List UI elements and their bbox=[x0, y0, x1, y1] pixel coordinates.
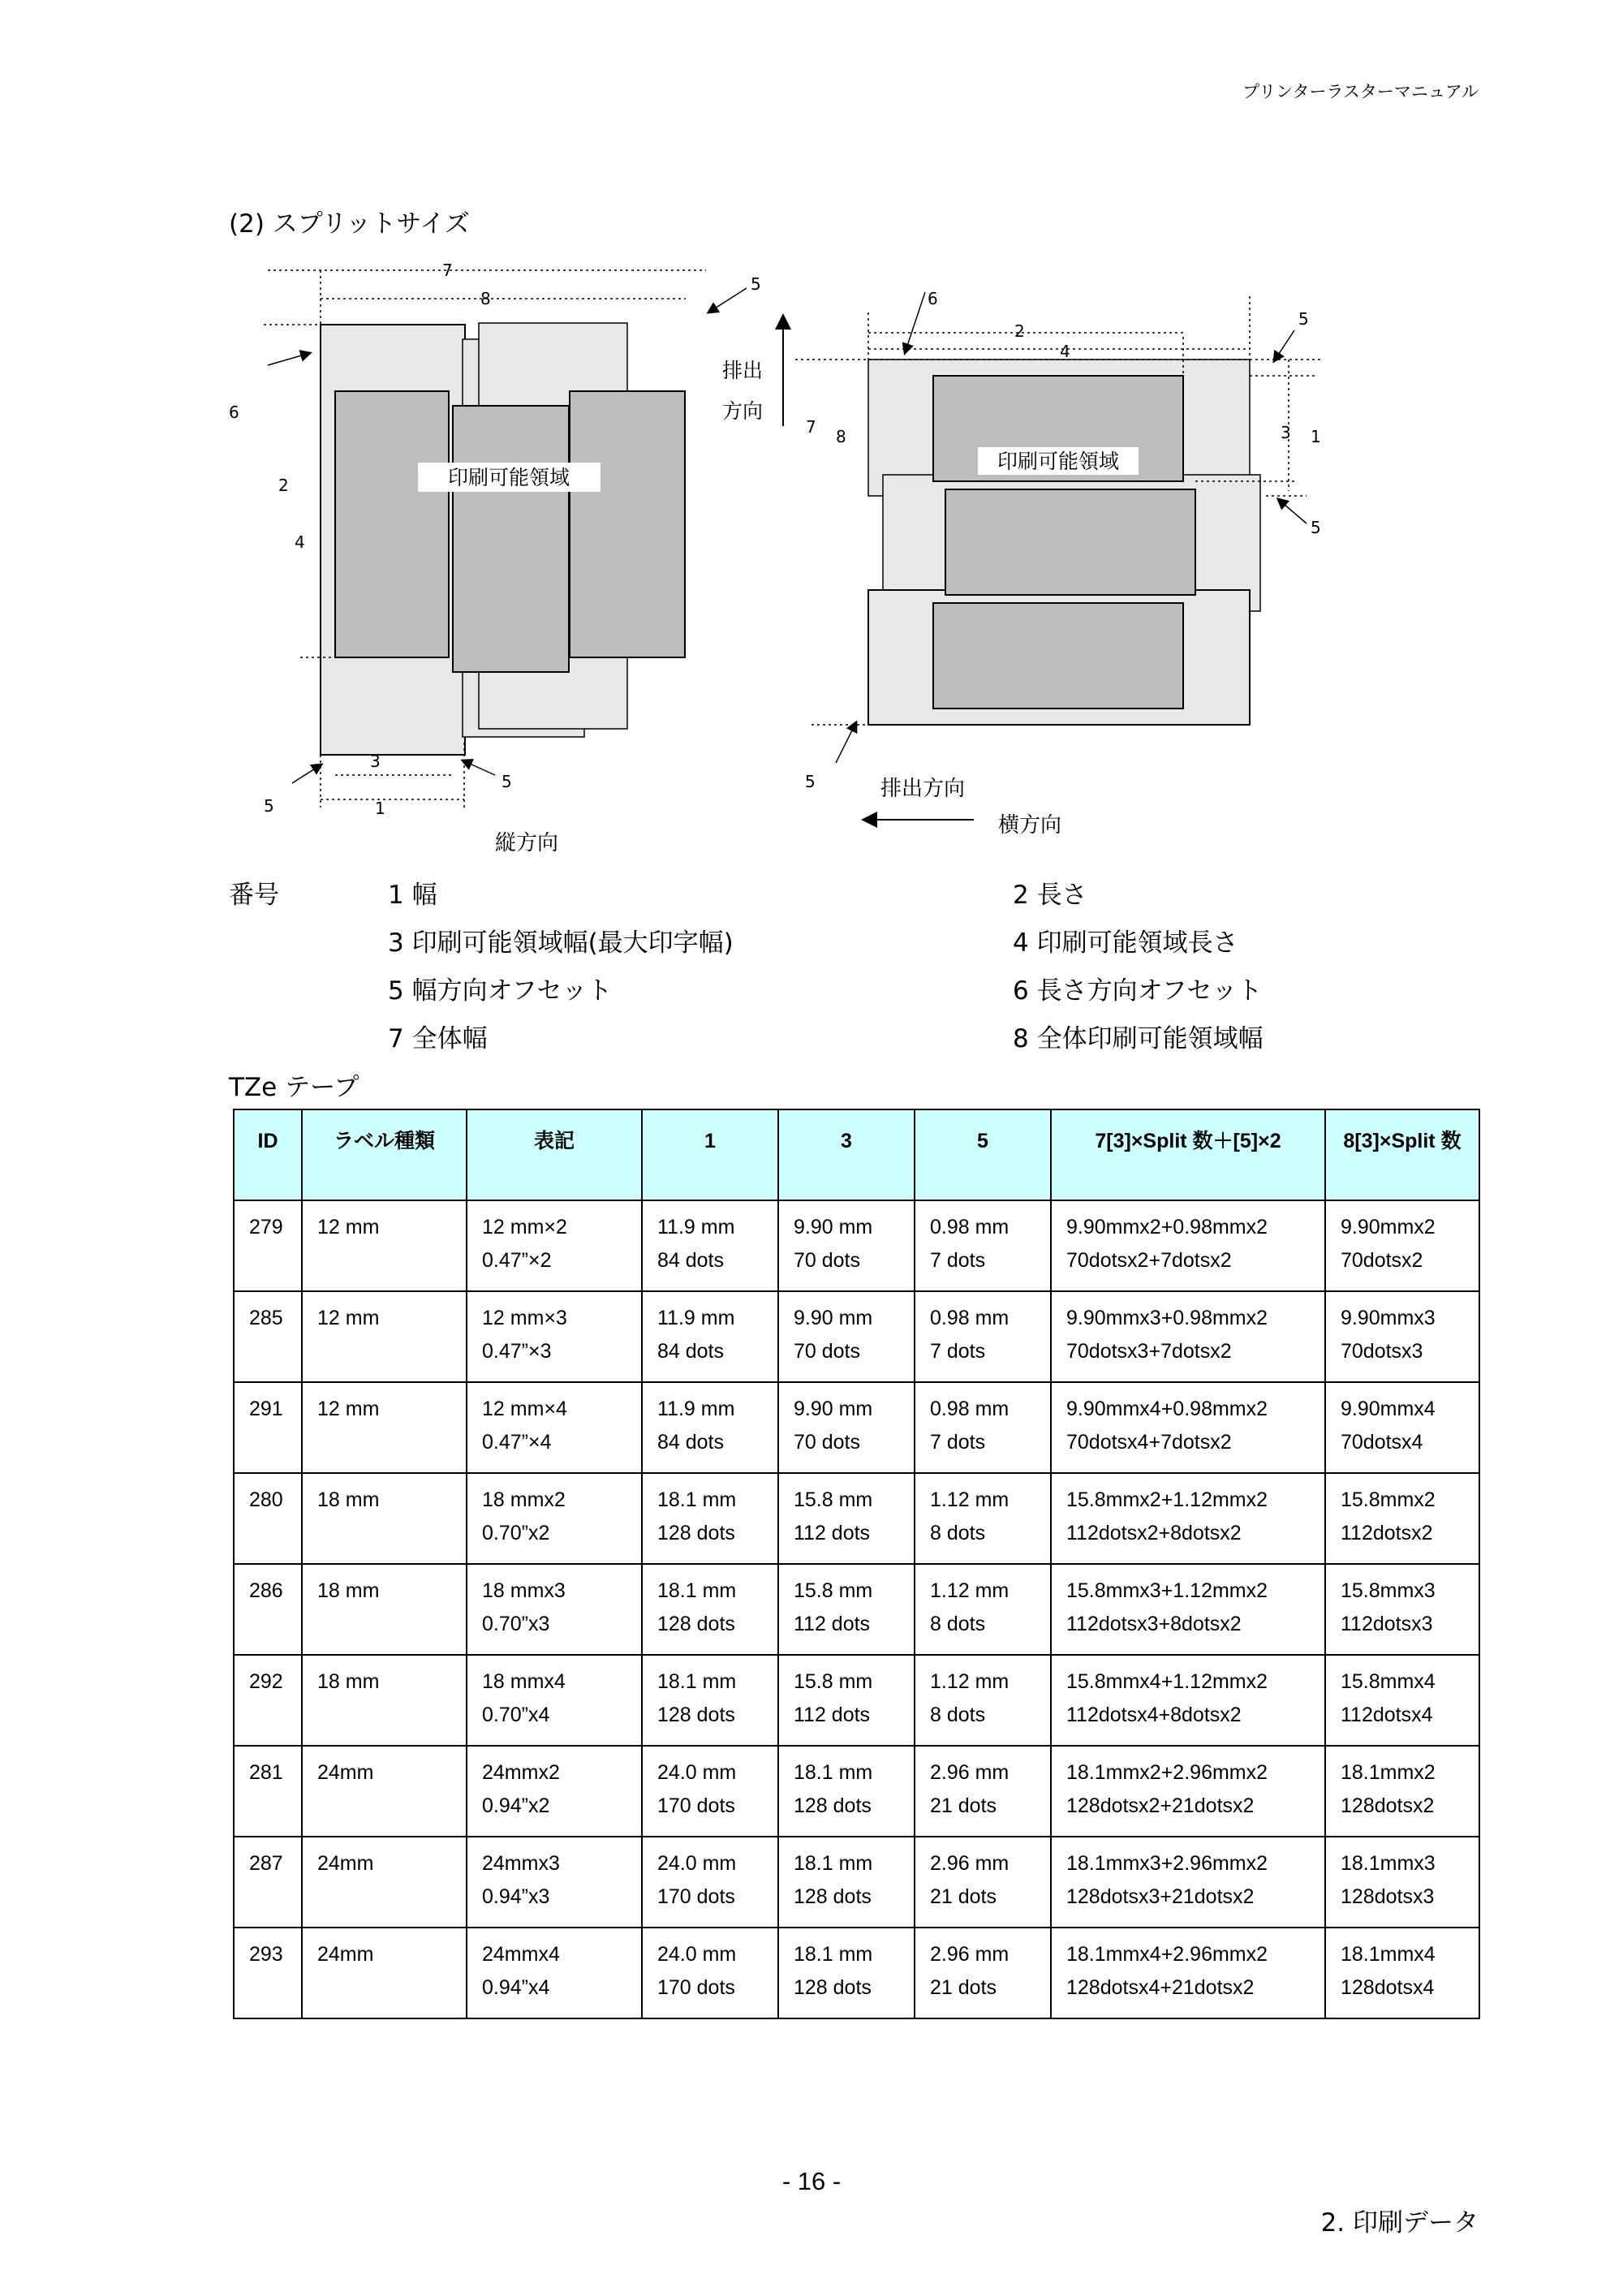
cell-notation-line: 0.70”x4 bbox=[482, 1704, 550, 1726]
cell-notation-line: 24mmx2 bbox=[482, 1761, 560, 1784]
cell-width bbox=[642, 1655, 778, 1746]
cell-notation bbox=[467, 1564, 642, 1655]
cell-total-width-line: 128dotsx3+21dotsx2 bbox=[1066, 1885, 1255, 1908]
portrait-n5-left: 5 bbox=[264, 796, 274, 816]
cell-total-width-line: 9.90mmx4+0.98mmx2 bbox=[1066, 1398, 1268, 1420]
section-title: (2) スプリットサイズ bbox=[229, 209, 470, 239]
cell-width bbox=[642, 1564, 778, 1655]
cell-width bbox=[642, 1837, 778, 1928]
cell-label-type-line: 12 mm bbox=[317, 1216, 380, 1238]
cell-notation bbox=[467, 1200, 642, 1291]
cell-notation-line: 0.94”x4 bbox=[482, 1976, 550, 1999]
cell-total-printable-width bbox=[1325, 1928, 1479, 2018]
cell-offset-line: 1.12 mm bbox=[930, 1670, 1010, 1693]
cell-total-width-line: 128dotsx2+21dotsx2 bbox=[1066, 1794, 1255, 1817]
cell-printable-width bbox=[778, 1291, 915, 1382]
portrait-caption: 縦方向 bbox=[495, 831, 559, 855]
cell-total-printable-width bbox=[1325, 1746, 1479, 1837]
legend-item-3: 3 印刷可能領域幅(最大印字幅) bbox=[388, 928, 734, 958]
portrait-n5-right: 5 bbox=[502, 772, 512, 791]
cell-printable-width-line: 9.90 mm bbox=[794, 1307, 873, 1329]
cell-label-type-line: 12 mm bbox=[317, 1398, 380, 1420]
cell-printable-width-line: 128 dots bbox=[794, 1885, 872, 1908]
cell-printable-width bbox=[778, 1200, 915, 1291]
table-row bbox=[234, 1837, 1479, 1928]
cell-label-type-line: 24mm bbox=[317, 1943, 374, 1966]
cell-offset-line: 2.96 mm bbox=[930, 1852, 1010, 1875]
cell-width-line: 128 dots bbox=[657, 1613, 735, 1635]
cell-printable-width bbox=[778, 1746, 915, 1837]
cell-id bbox=[234, 1746, 302, 1837]
cell-total-printable-width-line: 70dotsx4 bbox=[1341, 1431, 1423, 1454]
cell-total-width-line: 128dotsx4+21dotsx2 bbox=[1066, 1976, 1255, 1999]
cell-id-line: 285 bbox=[249, 1307, 283, 1329]
cell-id bbox=[234, 1382, 302, 1473]
header-notation: 表記 bbox=[467, 1109, 642, 1200]
cell-offset bbox=[915, 1473, 1051, 1564]
table-row bbox=[234, 1291, 1479, 1382]
legend-item-5: 5 幅方向オフセット bbox=[388, 976, 613, 1006]
cell-total-printable-width-line: 112dotsx2 bbox=[1341, 1522, 1433, 1544]
cell-offset-line: 21 dots bbox=[930, 1976, 997, 1999]
table-header-row bbox=[234, 1109, 1479, 1200]
cell-width-line: 24.0 mm bbox=[657, 1852, 737, 1875]
cell-notation bbox=[467, 1928, 642, 2018]
cell-offset-line: 1.12 mm bbox=[930, 1579, 1010, 1602]
cell-width-line: 128 dots bbox=[657, 1704, 735, 1726]
split-size-diagram bbox=[219, 256, 1347, 872]
landscape-printable-area-label: 印刷可能領域 bbox=[997, 450, 1120, 473]
cell-offset bbox=[915, 1746, 1051, 1837]
table-row bbox=[234, 1200, 1479, 1291]
cell-notation-line: 0.70”x2 bbox=[482, 1522, 550, 1544]
cell-width bbox=[642, 1291, 778, 1382]
legend-item-8: 8 全体印刷可能領域幅 bbox=[1013, 1024, 1264, 1053]
cell-printable-width-line: 9.90 mm bbox=[794, 1216, 873, 1238]
cell-total-printable-width-line: 9.90mmx3 bbox=[1341, 1307, 1436, 1329]
cell-width-line: 18.1 mm bbox=[657, 1670, 737, 1693]
cell-width bbox=[642, 1382, 778, 1473]
cell-total-width bbox=[1051, 1655, 1325, 1746]
cell-width-line: 128 dots bbox=[657, 1522, 735, 1544]
cell-offset-line: 8 dots bbox=[930, 1704, 986, 1726]
cell-notation bbox=[467, 1746, 642, 1837]
cell-id bbox=[234, 1837, 302, 1928]
landscape-n6: 6 bbox=[928, 289, 938, 308]
cell-label-type bbox=[302, 1473, 467, 1564]
cell-width-line: 170 dots bbox=[657, 1976, 735, 1999]
cell-total-printable-width bbox=[1325, 1382, 1479, 1473]
cell-id-line: 281 bbox=[249, 1761, 283, 1784]
cell-total-printable-width-line: 9.90mmx4 bbox=[1341, 1398, 1436, 1420]
cell-total-width-line: 18.1mmx2+2.96mmx2 bbox=[1066, 1761, 1268, 1784]
cell-width-line: 84 dots bbox=[657, 1249, 725, 1272]
cell-total-width bbox=[1051, 1564, 1325, 1655]
portrait-n4: 4 bbox=[295, 532, 305, 552]
cell-offset-line: 7 dots bbox=[930, 1431, 986, 1454]
header-col-8 bbox=[1325, 1109, 1479, 1200]
cell-total-printable-width bbox=[1325, 1564, 1479, 1655]
legend-item-7: 7 全体幅 bbox=[388, 1024, 488, 1053]
cell-offset-line: 21 dots bbox=[930, 1885, 997, 1908]
header-title: プリンターラスターマニュアル bbox=[1242, 82, 1479, 101]
landscape-n1: 1 bbox=[1311, 427, 1321, 446]
cell-total-width bbox=[1051, 1200, 1325, 1291]
cell-notation-line: 0.94”x2 bbox=[482, 1794, 550, 1817]
split-size-table bbox=[233, 1109, 1480, 2019]
portrait-n3: 3 bbox=[370, 752, 381, 771]
cell-printable-width-line: 128 dots bbox=[794, 1976, 872, 1999]
cell-id bbox=[234, 1291, 302, 1382]
cell-notation-line: 24mmx3 bbox=[482, 1852, 560, 1875]
cell-printable-width-line: 112 dots bbox=[794, 1522, 871, 1544]
cell-label-type bbox=[302, 1382, 467, 1473]
cell-id bbox=[234, 1928, 302, 2018]
cell-total-printable-width-line: 128dotsx2 bbox=[1341, 1794, 1435, 1817]
table-row bbox=[234, 1564, 1479, 1655]
cell-notation bbox=[467, 1291, 642, 1382]
portrait-n7: 7 bbox=[442, 261, 453, 280]
cell-notation bbox=[467, 1382, 642, 1473]
cell-width-line: 11.9 mm bbox=[657, 1307, 735, 1329]
cell-notation-line: 12 mm×4 bbox=[482, 1398, 567, 1420]
portrait-printable-area-label: 印刷可能領域 bbox=[447, 466, 570, 489]
cell-total-width bbox=[1051, 1746, 1325, 1837]
cell-printable-width-line: 18.1 mm bbox=[794, 1761, 873, 1784]
page-number: - 16 - bbox=[781, 2167, 842, 2195]
legend-item-1: 1 幅 bbox=[388, 881, 437, 910]
header-label-type: ラベル種類 bbox=[302, 1109, 467, 1200]
cell-label-type-line: 18 mm bbox=[317, 1579, 380, 1602]
cell-notation-line: 0.47”×3 bbox=[482, 1340, 552, 1363]
cell-width-line: 24.0 mm bbox=[657, 1943, 737, 1966]
cell-printable-width-line: 15.8 mm bbox=[794, 1579, 873, 1602]
cell-printable-width-line: 128 dots bbox=[794, 1794, 872, 1817]
eject-direction-label: 排出方向 bbox=[880, 777, 966, 801]
cell-offset bbox=[915, 1655, 1051, 1746]
legend-item-6: 6 長さ方向オフセット bbox=[1013, 976, 1263, 1006]
cell-printable-width-line: 112 dots bbox=[794, 1613, 871, 1635]
cell-notation-line: 18 mmx2 bbox=[482, 1488, 566, 1511]
table-row bbox=[234, 1928, 1479, 2018]
cell-total-width bbox=[1051, 1837, 1325, 1928]
cell-total-width-line: 9.90mmx2+0.98mmx2 bbox=[1066, 1216, 1268, 1238]
cell-width-line: 24.0 mm bbox=[657, 1761, 737, 1784]
cell-total-printable-width-line: 112dotsx3 bbox=[1341, 1613, 1433, 1635]
cell-offset bbox=[915, 1200, 1051, 1291]
cell-printable-width-line: 112 dots bbox=[794, 1704, 871, 1726]
cell-printable-width-line: 15.8 mm bbox=[794, 1670, 873, 1693]
header-col-3: 3 bbox=[778, 1109, 915, 1200]
cell-notation bbox=[467, 1655, 642, 1746]
cell-label-type bbox=[302, 1837, 467, 1928]
portrait-n6: 6 bbox=[229, 403, 239, 422]
cell-printable-width-line: 70 dots bbox=[794, 1249, 861, 1272]
cell-offset-line: 2.96 mm bbox=[930, 1761, 1010, 1784]
header-col-7-number: 7 bbox=[1095, 1130, 1107, 1152]
cell-total-printable-width bbox=[1325, 1200, 1479, 1291]
cell-printable-width bbox=[778, 1564, 915, 1655]
cell-offset bbox=[915, 1564, 1051, 1655]
cell-printable-width bbox=[778, 1473, 915, 1564]
cell-id-line: 286 bbox=[249, 1579, 283, 1602]
cell-printable-width-line: 18.1 mm bbox=[794, 1943, 873, 1966]
cell-total-printable-width-line: 128dotsx4 bbox=[1341, 1976, 1435, 1999]
cell-total-width-line: 15.8mmx2+1.12mmx2 bbox=[1066, 1488, 1268, 1511]
cell-id-line: 279 bbox=[249, 1216, 283, 1238]
landscape-caption: 横方向 bbox=[998, 813, 1062, 838]
table-row bbox=[234, 1382, 1479, 1473]
cell-notation-line: 0.70”x3 bbox=[482, 1613, 550, 1635]
cell-width bbox=[642, 1473, 778, 1564]
cell-total-width bbox=[1051, 1473, 1325, 1564]
cell-total-printable-width-line: 15.8mmx2 bbox=[1341, 1488, 1436, 1511]
cell-label-type bbox=[302, 1200, 467, 1291]
cell-label-type-line: 18 mm bbox=[317, 1670, 380, 1693]
header-col-8-formula: [3]×Split 数 bbox=[1354, 1130, 1462, 1152]
cell-id bbox=[234, 1655, 302, 1746]
cell-notation-line: 0.47”×4 bbox=[482, 1431, 552, 1454]
cell-id bbox=[234, 1200, 302, 1291]
cell-printable-width-line: 9.90 mm bbox=[794, 1398, 873, 1420]
header-id: ID bbox=[234, 1109, 302, 1200]
cell-notation-line: 12 mm×2 bbox=[482, 1216, 567, 1238]
cell-total-width-line: 70dotsx3+7dotsx2 bbox=[1066, 1340, 1232, 1363]
cell-total-width-line: 70dotsx2+7dotsx2 bbox=[1066, 1249, 1232, 1272]
cell-offset-line: 8 dots bbox=[930, 1522, 986, 1544]
eject-label-line2: 方向 bbox=[722, 399, 764, 423]
cell-id-line: 280 bbox=[249, 1488, 283, 1511]
cell-printable-width bbox=[778, 1837, 915, 1928]
portrait-n5-top: 5 bbox=[751, 274, 761, 294]
cell-total-printable-width-line: 70dotsx3 bbox=[1341, 1340, 1423, 1363]
legend-item-4: 4 印刷可能領域長さ bbox=[1013, 928, 1238, 958]
cell-offset-line: 1.12 mm bbox=[930, 1488, 1010, 1511]
cell-total-width-line: 18.1mmx3+2.96mmx2 bbox=[1066, 1852, 1268, 1875]
cell-width bbox=[642, 1928, 778, 2018]
cell-total-printable-width bbox=[1325, 1473, 1479, 1564]
portrait-n1: 1 bbox=[375, 799, 385, 818]
cell-label-type bbox=[302, 1655, 467, 1746]
cell-total-width-line: 15.8mmx3+1.12mmx2 bbox=[1066, 1579, 1268, 1602]
cell-total-printable-width-line: 128dotsx3 bbox=[1341, 1885, 1435, 1908]
cell-width-line: 18.1 mm bbox=[657, 1579, 737, 1602]
cell-total-width-line: 18.1mmx4+2.96mmx2 bbox=[1066, 1943, 1268, 1966]
cell-notation bbox=[467, 1837, 642, 1928]
cell-printable-width bbox=[778, 1928, 915, 2018]
cell-total-printable-width-line: 15.8mmx4 bbox=[1341, 1670, 1436, 1693]
cell-offset-line: 2.96 mm bbox=[930, 1943, 1010, 1966]
portrait-diagram bbox=[229, 261, 783, 855]
footer-chapter: 2. 印刷データ bbox=[1320, 2208, 1479, 2238]
cell-width-line: 11.9 mm bbox=[657, 1216, 735, 1238]
cell-total-width bbox=[1051, 1291, 1325, 1382]
cell-total-printable-width-line: 9.90mmx2 bbox=[1341, 1216, 1436, 1238]
portrait-n2: 2 bbox=[278, 476, 289, 495]
cell-printable-width-line: 18.1 mm bbox=[794, 1852, 873, 1875]
cell-total-width bbox=[1051, 1928, 1325, 2018]
cell-total-printable-width-line: 18.1mmx3 bbox=[1341, 1852, 1436, 1875]
cell-label-type bbox=[302, 1746, 467, 1837]
cell-offset bbox=[915, 1291, 1051, 1382]
cell-total-printable-width bbox=[1325, 1837, 1479, 1928]
cell-total-printable-width bbox=[1325, 1655, 1479, 1746]
cell-width-line: 11.9 mm bbox=[657, 1398, 735, 1420]
portrait-n8: 8 bbox=[480, 289, 491, 308]
cell-offset-line: 7 dots bbox=[930, 1249, 986, 1272]
cell-notation-line: 24mmx4 bbox=[482, 1943, 560, 1966]
cell-notation-line: 0.47”×2 bbox=[482, 1249, 552, 1272]
cell-printable-width bbox=[778, 1382, 915, 1473]
header-col-7 bbox=[1051, 1109, 1325, 1200]
cell-total-width bbox=[1051, 1382, 1325, 1473]
cell-width bbox=[642, 1746, 778, 1837]
cell-label-type-line: 18 mm bbox=[317, 1488, 380, 1511]
landscape-n3: 3 bbox=[1281, 423, 1291, 442]
legend-item-2: 2 長さ bbox=[1013, 881, 1087, 910]
table-row bbox=[234, 1655, 1479, 1746]
cell-label-type-line: 24mm bbox=[317, 1761, 374, 1784]
cell-notation-line: 18 mmx3 bbox=[482, 1579, 566, 1602]
landscape-n8: 8 bbox=[836, 427, 846, 446]
cell-offset-line: 0.98 mm bbox=[930, 1216, 1010, 1238]
cell-width bbox=[642, 1200, 778, 1291]
cell-total-printable-width-line: 18.1mmx4 bbox=[1341, 1943, 1436, 1966]
cell-total-width-line: 112dotsx2+8dotsx2 bbox=[1066, 1522, 1242, 1544]
cell-offset-line: 0.98 mm bbox=[930, 1307, 1010, 1329]
cell-label-type bbox=[302, 1291, 467, 1382]
cell-total-printable-width bbox=[1325, 1291, 1479, 1382]
cell-id-line: 287 bbox=[249, 1852, 283, 1875]
cell-total-printable-width-line: 70dotsx2 bbox=[1341, 1249, 1423, 1272]
header-col-7-formula: [3]×Split 数＋[5]×2 bbox=[1106, 1130, 1281, 1152]
cell-offset-line: 21 dots bbox=[930, 1794, 997, 1817]
cell-total-width-line: 70dotsx4+7dotsx2 bbox=[1066, 1431, 1232, 1454]
header-col-5: 5 bbox=[915, 1109, 1051, 1200]
cell-label-type-line: 24mm bbox=[317, 1852, 374, 1875]
cell-label-type bbox=[302, 1564, 467, 1655]
cell-id-line: 292 bbox=[249, 1670, 283, 1693]
landscape-n5-bottom: 5 bbox=[805, 772, 816, 791]
cell-offset-line: 8 dots bbox=[930, 1613, 986, 1635]
cell-width-line: 170 dots bbox=[657, 1794, 735, 1817]
cell-label-type bbox=[302, 1928, 467, 2018]
cell-id bbox=[234, 1473, 302, 1564]
cell-id bbox=[234, 1564, 302, 1655]
cell-printable-width-line: 15.8 mm bbox=[794, 1488, 873, 1511]
landscape-n5-top: 5 bbox=[1298, 309, 1309, 329]
cell-printable-width-line: 70 dots bbox=[794, 1431, 861, 1454]
table-row bbox=[234, 1746, 1479, 1837]
cell-total-printable-width-line: 112dotsx4 bbox=[1341, 1704, 1433, 1726]
cell-printable-width bbox=[778, 1655, 915, 1746]
cell-offset-line: 0.98 mm bbox=[930, 1398, 1010, 1420]
landscape-n7: 7 bbox=[806, 417, 816, 437]
cell-notation bbox=[467, 1473, 642, 1564]
cell-total-width-line: 112dotsx4+8dotsx2 bbox=[1066, 1704, 1242, 1726]
table-row bbox=[234, 1473, 1479, 1564]
cell-id-line: 293 bbox=[249, 1943, 283, 1966]
landscape-diagram bbox=[795, 289, 1323, 838]
landscape-n4: 4 bbox=[1060, 342, 1070, 361]
cell-notation-line: 12 mm×3 bbox=[482, 1307, 567, 1329]
landscape-n2: 2 bbox=[1014, 321, 1025, 341]
cell-notation-line: 0.94”x3 bbox=[482, 1885, 550, 1908]
cell-printable-width-line: 70 dots bbox=[794, 1340, 861, 1363]
cell-notation-line: 18 mmx4 bbox=[482, 1670, 566, 1693]
cell-label-type-line: 12 mm bbox=[317, 1307, 380, 1329]
cell-id-line: 291 bbox=[249, 1398, 283, 1420]
cell-offset bbox=[915, 1382, 1051, 1473]
cell-total-width-line: 9.90mmx3+0.98mmx2 bbox=[1066, 1307, 1268, 1329]
cell-width-line: 84 dots bbox=[657, 1431, 725, 1454]
cell-offset bbox=[915, 1837, 1051, 1928]
cell-width-line: 18.1 mm bbox=[657, 1488, 737, 1511]
cell-total-width-line: 112dotsx3+8dotsx2 bbox=[1066, 1613, 1242, 1635]
cell-width-line: 170 dots bbox=[657, 1885, 735, 1908]
header-col-8-number: 8 bbox=[1343, 1130, 1355, 1152]
eject-label-line1: 排出 bbox=[722, 359, 764, 382]
header-col-1: 1 bbox=[642, 1109, 778, 1200]
cell-total-width-line: 15.8mmx4+1.12mmx2 bbox=[1066, 1670, 1268, 1693]
cell-offset bbox=[915, 1928, 1051, 2018]
cell-width-line: 84 dots bbox=[657, 1340, 725, 1363]
cell-total-printable-width-line: 15.8mmx3 bbox=[1341, 1579, 1436, 1602]
landscape-n5-right: 5 bbox=[1311, 518, 1321, 537]
cell-total-printable-width-line: 18.1mmx2 bbox=[1341, 1761, 1436, 1784]
tape-label: TZe テープ bbox=[229, 1073, 359, 1102]
cell-offset-line: 7 dots bbox=[930, 1340, 986, 1363]
legend-heading: 番号 bbox=[229, 881, 279, 910]
